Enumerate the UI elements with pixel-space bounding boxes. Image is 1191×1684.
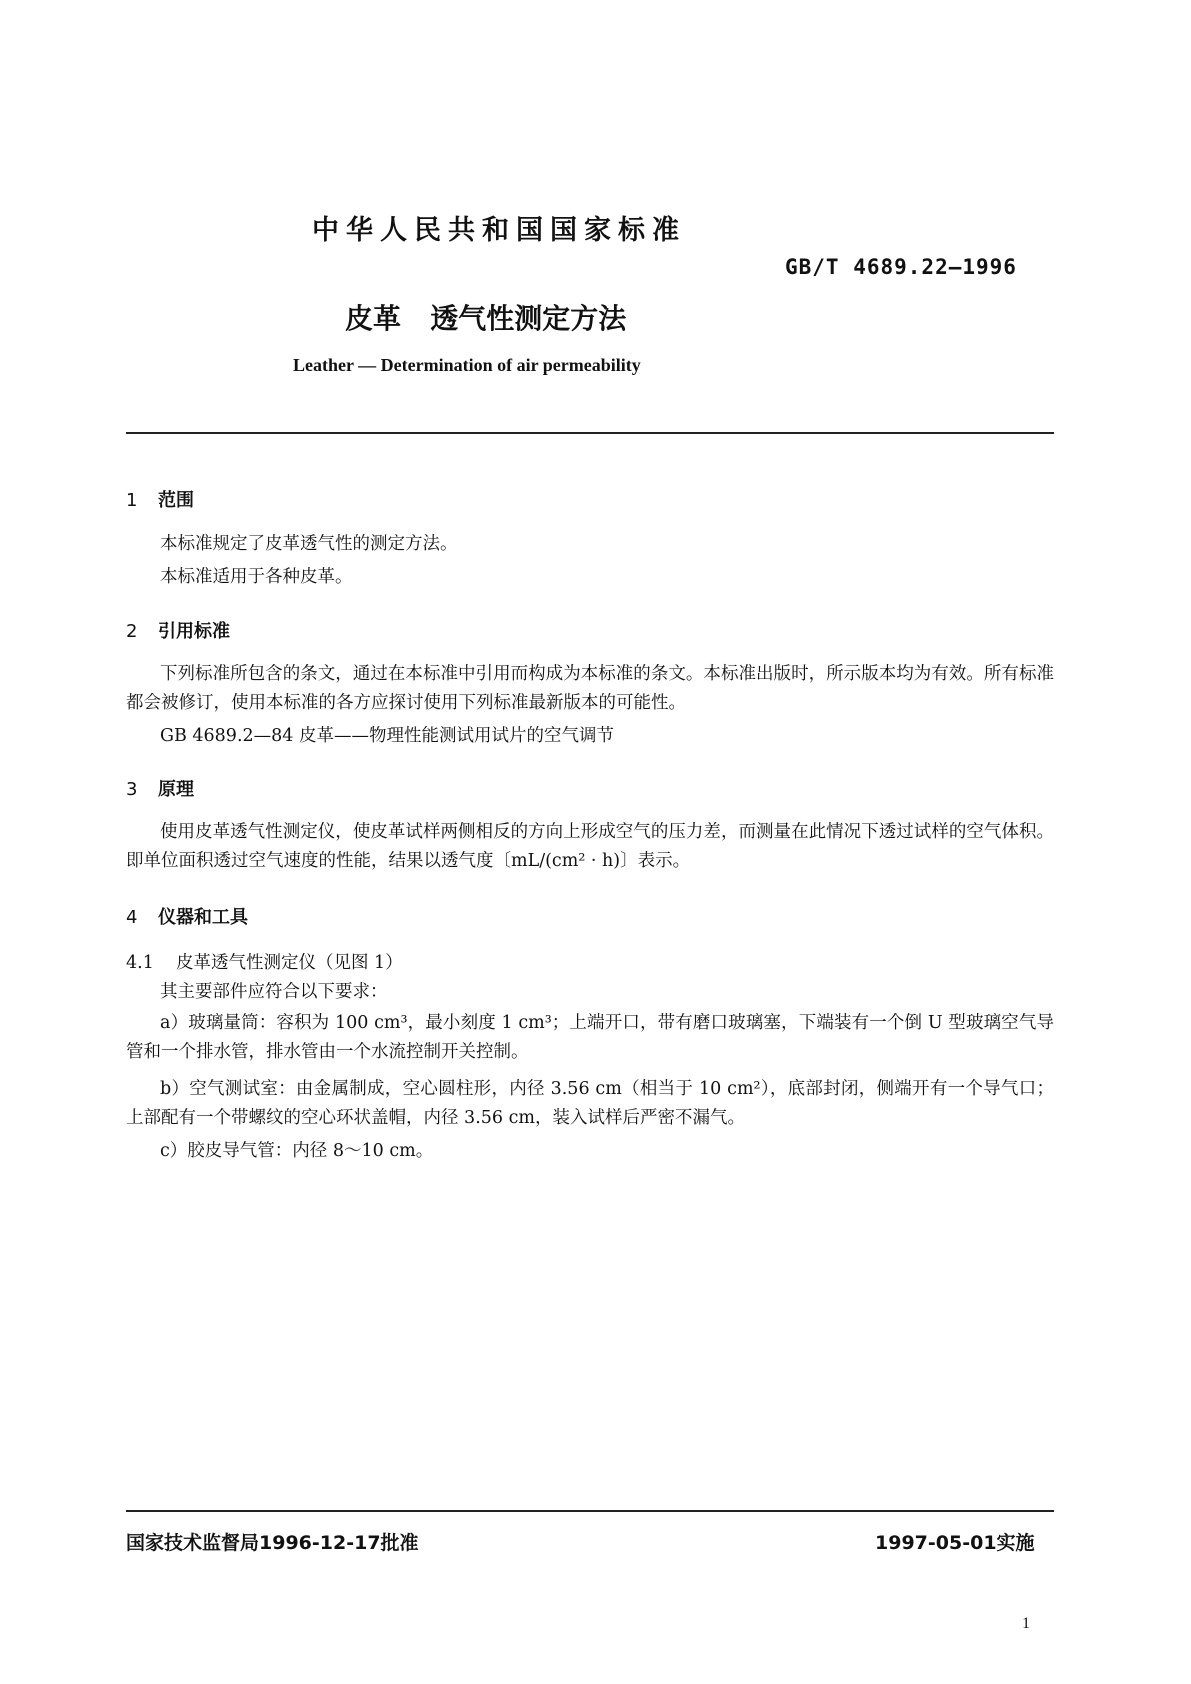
- footer-divider: [126, 1510, 1054, 1512]
- document-title: 皮革 透气性测定方法: [345, 302, 627, 335]
- national-standard-heading: 中华人民共和国国家标准: [312, 215, 686, 246]
- standard-code: GB/T 4689.22—1996: [785, 255, 1017, 279]
- subsection-number: 4.1: [126, 953, 154, 973]
- page-number: 1: [1022, 1615, 1030, 1632]
- section-4-heading: [126, 903, 248, 929]
- section-number: 2: [126, 621, 138, 642]
- subsection-title: 皮革透气性测定仪（见图 1）: [176, 953, 403, 973]
- section-3-heading: [126, 775, 194, 801]
- requirements-intro: 其主要部件应符合以下要求：: [160, 982, 388, 1002]
- section-2-heading: [126, 617, 230, 643]
- subsection-4-1-heading: [126, 949, 403, 974]
- requirement-a: a）玻璃量筒：容积为 100 cm³，最小刻度 1 cm³；上端开口，带有磨口玻璃塞，下端装有一个倒 U 型玻璃空气导管和一个排水管，排水管由一个水流控制开关控制。: [126, 1013, 1054, 1062]
- requirement-c: c）胶皮导气管：内径 8～10 cm。: [160, 1141, 434, 1161]
- section-1-heading: [126, 486, 194, 512]
- section-title: 范围: [158, 490, 194, 511]
- section-number: 3: [126, 779, 138, 800]
- implementation-date: 1997-05-01实施: [875, 1532, 1035, 1554]
- header-divider: [126, 432, 1054, 434]
- section-2-paragraph: 下列标准所包含的条文，通过在本标准中引用而构成为本标准的条文。本标准出版时，所示版本均为有效。所有标准都会被修订，使用本标准的各方应探讨使用下列标准最新版本的可能性。: [126, 664, 1054, 713]
- section-3-paragraph: 使用皮革透气性测定仪，使皮革试样两侧相反的方向上形成空气的压力差，而测量在此情况下透过试样的空气体积。即单位面积透过空气速度的性能，结果以透气度〔mL/(cm² · h)〕表示。: [126, 822, 1054, 871]
- requirement-b: b）空气测试室：由金属制成，空心圆柱形，内径 3.56 cm（相当于 10 cm²），底部封闭，侧端开有一个导气口；上部配有一个带螺纹的空心环状盖帽，内径 3.56 cm，装入试样后严密不漏气。: [126, 1079, 1054, 1128]
- section-number: 4: [126, 907, 138, 928]
- section-title: 仪器和工具: [158, 907, 248, 928]
- section-title: 引用标准: [158, 621, 230, 642]
- section-title: 原理: [158, 779, 194, 800]
- section-1-line-1: 本标准规定了皮革透气性的测定方法。: [160, 534, 458, 554]
- document-title-english: Leather — Determination of air permeability: [293, 355, 641, 375]
- section-1-line-2: 本标准适用于各种皮革。: [160, 567, 353, 587]
- section-2-reference: GB 4689.2—84 皮革——物理性能测试用试片的空气调节: [160, 726, 614, 746]
- section-number: 1: [126, 490, 138, 511]
- approval-date: 国家技术监督局1996-12-17批准: [126, 1532, 419, 1554]
